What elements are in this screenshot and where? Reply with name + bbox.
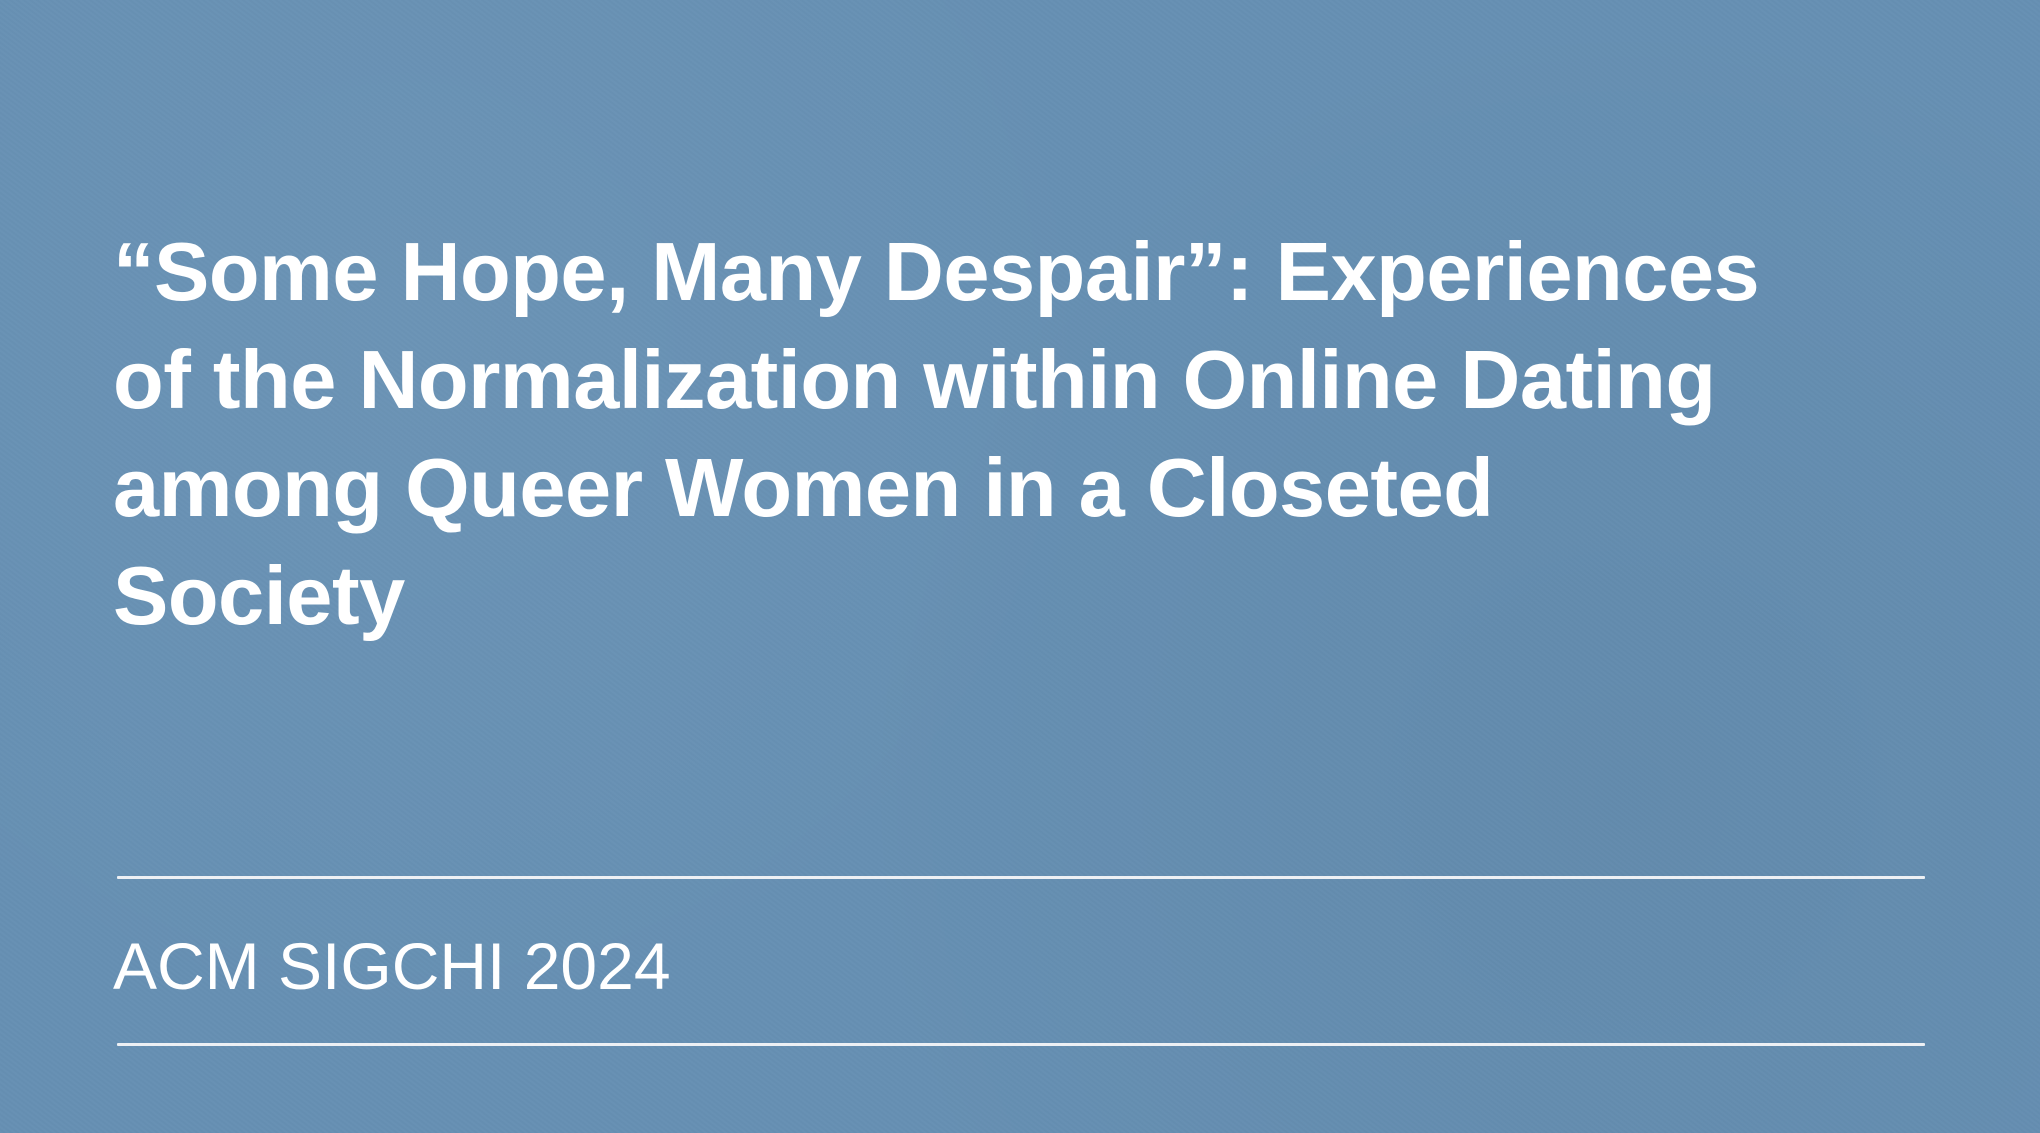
title-line-4: Society xyxy=(113,549,405,642)
slide-title xyxy=(113,218,1933,650)
title-line-2: of the Normalization within Online Dating xyxy=(113,333,1716,426)
title-line-3: among Queer Women in a Closeted xyxy=(113,441,1494,534)
conference-subtitle: ACM SIGCHI 2024 xyxy=(113,929,671,1003)
top-divider xyxy=(117,876,1925,879)
bottom-divider xyxy=(117,1043,1925,1046)
title-line-1: “Some Hope, Many Despair”: Experiences xyxy=(113,225,1760,318)
